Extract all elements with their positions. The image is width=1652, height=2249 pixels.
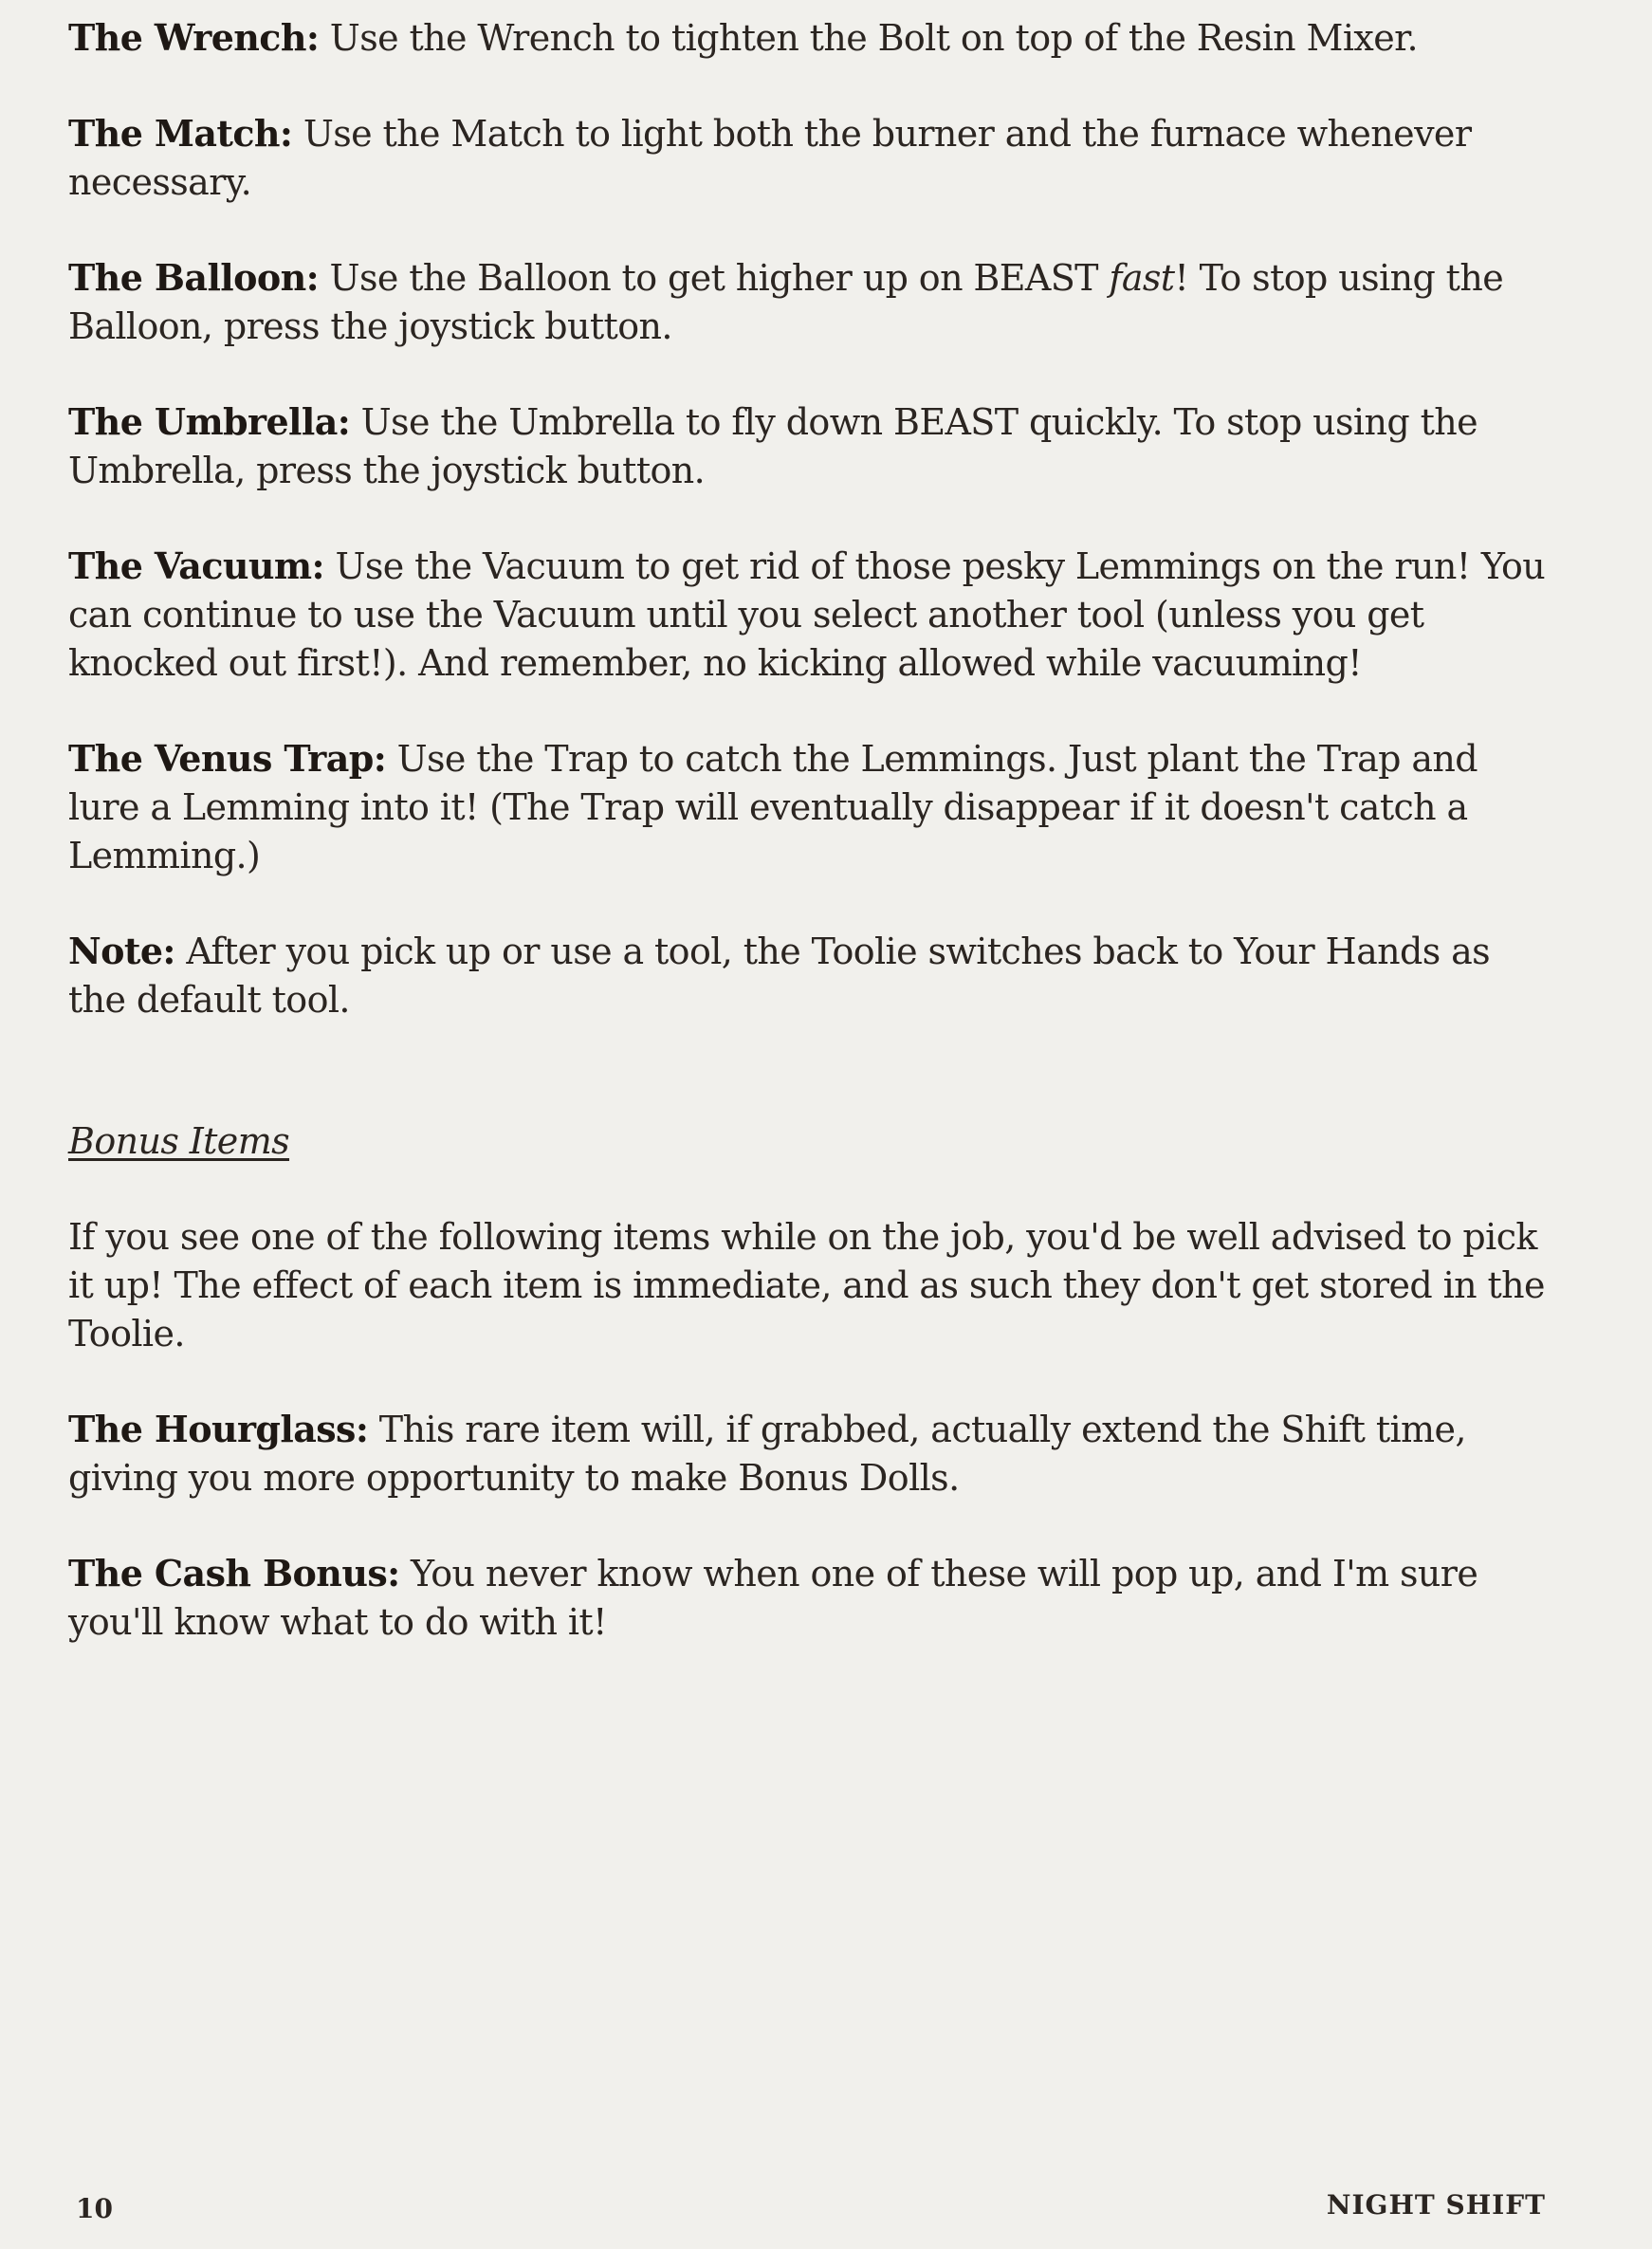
tool-term: The Vacuum: bbox=[68, 544, 324, 587]
tool-wrench bbox=[68, 13, 1548, 63]
footer-title: NIGHT SHIFT bbox=[1326, 2189, 1546, 2221]
tool-description: Use the Umbrella to fly down BEAST quickly. To stop using the Umbrella, press the joystick button. bbox=[68, 401, 1478, 491]
tool-venus-trap bbox=[68, 734, 1548, 880]
tool-term: The Balloon: bbox=[68, 256, 320, 299]
bonus-term: The Cash Bonus: bbox=[68, 1552, 400, 1595]
tool-term: The Match: bbox=[68, 112, 293, 155]
tool-description-end: ! To stop using the Balloon, press the joystick button. bbox=[68, 257, 1504, 347]
note-term: Note: bbox=[68, 930, 175, 972]
bonus-term: The Hourglass: bbox=[68, 1408, 369, 1450]
tool-term: The Wrench: bbox=[68, 16, 320, 59]
tool-balloon bbox=[68, 253, 1548, 351]
tool-note bbox=[68, 927, 1548, 1024]
bonus-intro: If you see one of the following items while on the job, you'd be well advised to pick it up! The effect of each item is immediate, and as such they don't get stored in the Toolie. bbox=[68, 1216, 1545, 1355]
tool-term: The Venus Trap: bbox=[68, 737, 387, 780]
tool-description: Use the Match to light both the burner and the furnace whenever necessary. bbox=[68, 113, 1472, 203]
bonus-description: This rare item will, if grabbed, actually extend the Shift time, giving you more opportunity to make Bonus Dolls. bbox=[68, 1409, 1466, 1499]
note-description: After you pick up or use a tool, the Toolie switches back to Your Hands as the default tool. bbox=[68, 931, 1491, 1021]
tool-description: Use the Vacuum to get rid of those pesky Lemmings on the run! You can continue to use the Vacuum until you select another tool (unless you get knocked out first!). And remember, no kicking allowed while vacuuming! bbox=[68, 545, 1546, 684]
tool-description: Use the Wrench to tighten the Bolt on top of the Resin Mixer. bbox=[319, 17, 1418, 59]
tool-description-start: Use the Balloon to get higher up on BEAST bbox=[319, 257, 1110, 299]
manual-page bbox=[68, 13, 1548, 1693]
tool-match bbox=[68, 109, 1548, 207]
tool-term: The Umbrella: bbox=[68, 400, 351, 443]
tool-umbrella bbox=[68, 397, 1548, 495]
tool-description: Use the Trap to catch the Lemmings. Just plant the Trap and lure a Lemming into it! (The Trap will eventually disappear if it doesn't catch a Lemming.) bbox=[68, 738, 1478, 876]
emphasis-text: fast bbox=[1109, 257, 1175, 299]
bonus-description: You never know when one of these will pop up, and I'm sure you'll know what to do with it! bbox=[68, 1553, 1478, 1643]
tool-vacuum bbox=[68, 542, 1548, 688]
bonus-cash bbox=[68, 1549, 1548, 1647]
page-number: 10 bbox=[76, 2193, 113, 2224]
bonus-hourglass bbox=[68, 1405, 1548, 1502]
bonus-items-heading: Bonus Items bbox=[68, 1120, 290, 1162]
